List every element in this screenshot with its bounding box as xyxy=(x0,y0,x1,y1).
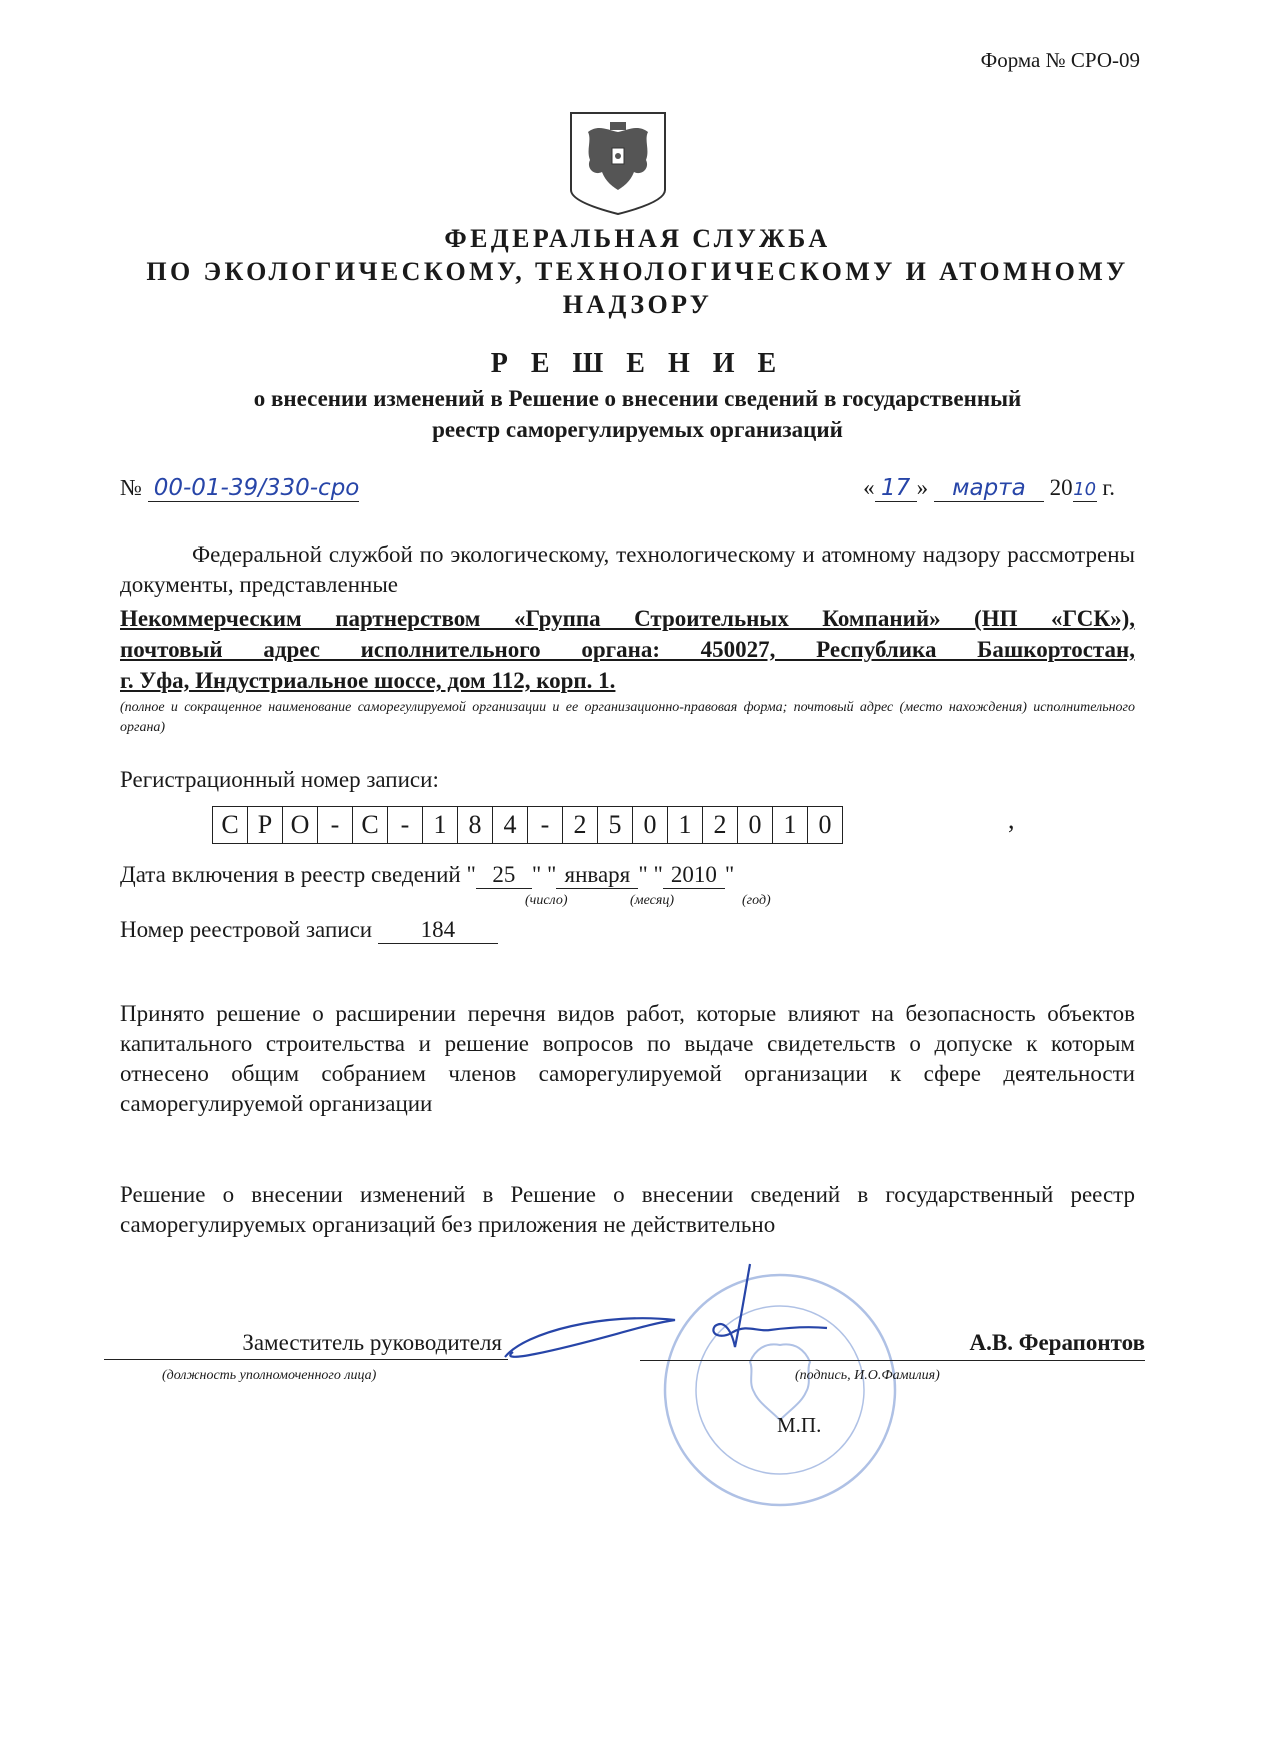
decision-date xyxy=(863,475,1115,502)
number-prefix: № xyxy=(120,475,142,500)
inclusion-year-hint: (год) xyxy=(742,893,771,908)
date-year-field xyxy=(1073,475,1097,502)
inclusion-year: 2010 xyxy=(663,862,725,889)
body-paragraph: Принято решение о расширении перечня видов работ, которые влияют на безопасность объектов капитального строительства и решение вопросов по выдаче свидетельств о допуске к которым отнесено общим собранием членов саморегулируемой организации к сфере деятельности саморегулируемой организации xyxy=(120,1001,1135,1116)
reg-cell: 8 xyxy=(458,807,493,844)
record-label: Номер реестровой записи xyxy=(120,917,373,942)
date-month: марта xyxy=(952,475,1026,501)
inclusion-label: Дата включения в реестр сведений xyxy=(120,862,461,887)
agency-name-line: ФЕДЕРАЛЬНАЯ СЛУЖБА xyxy=(444,224,831,253)
inclusion-day: 25 xyxy=(476,862,532,889)
reg-cell: - xyxy=(318,807,353,844)
registration-number-table xyxy=(212,806,843,844)
subtitle-line: реестр саморегулируемых организаций xyxy=(432,417,843,442)
registration-label: Регистрационный номер записи: xyxy=(120,767,439,792)
signature-name: А.В. Ферапонтов xyxy=(640,1330,1145,1361)
organization-name-line: Некоммерческим партнерством «Группа Строительных Компаний» (НП «ГСК»), xyxy=(120,606,1135,631)
reg-cell: 2 xyxy=(563,807,598,844)
record-number xyxy=(120,917,498,944)
date-year-prefix: 20 xyxy=(1049,475,1073,500)
russian-coat-of-arms-icon xyxy=(568,110,668,216)
intro-paragraph: Федеральной службой по экологическому, технологическому и атомному надзору рассмотрены документы, представленные xyxy=(120,542,1135,597)
number-field xyxy=(148,475,360,502)
signature-name-hint: (подпись, И.О.Фамилия) xyxy=(795,1368,940,1383)
subtitle-line: о внесении изменений в Решение о внесении сведений в государственный xyxy=(253,386,1022,411)
stamp-place: М.П. xyxy=(777,1413,822,1437)
agency-name xyxy=(0,222,1275,321)
organization-name-line: почтовый адрес исполнительного органа: 450027, Республика Башкортостан, xyxy=(120,637,1135,662)
decision-title: Р Е Ш Е Н И Е xyxy=(490,348,785,379)
date-close-quote: » xyxy=(916,475,929,500)
date-open-quote: « xyxy=(863,475,875,500)
reg-cell: О xyxy=(283,807,318,844)
reg-cell: 0 xyxy=(808,807,843,844)
validity-paragraph: Решение о внесении изменений в Решение о внесении сведений в государственный реестр саморегулируемых организаций без приложения не действительно xyxy=(120,1182,1135,1237)
form-number: Форма № СРО-09 xyxy=(980,48,1140,72)
inclusion-month-hint: (месяц) xyxy=(630,893,675,908)
organization-name xyxy=(120,603,1135,696)
number-value: 00-01-39/330-сро xyxy=(153,475,360,501)
organization-name-hint: (полное и сокращенное наименование саморегулируемой организации и ее организационно-правовая форма; почтовый адрес (место нахождения) исполнительного органа) xyxy=(120,700,1135,735)
date-year-suffix: 10 xyxy=(1073,479,1097,500)
reg-cell: 0 xyxy=(633,807,668,844)
date-day-field xyxy=(875,475,917,502)
date-month-field xyxy=(934,475,1044,502)
reg-cell: 2 xyxy=(703,807,738,844)
reg-cell: 4 xyxy=(493,807,528,844)
inclusion-day-hint: (число) xyxy=(525,893,568,908)
reg-cell: С xyxy=(213,807,248,844)
record-value: 184 xyxy=(378,917,498,944)
agency-name-line: НАДЗОРУ xyxy=(562,290,713,319)
date-year-end: г. xyxy=(1102,475,1115,500)
inclusion-date: Дата включения в реестр сведений " 25 " " января " " 2010 " xyxy=(120,862,735,887)
organization-name-line: г. Уфа, Индустриальное шоссе, дом 112, корп. 1. xyxy=(120,668,616,693)
signature-position-hint: (должность уполномоченного лица) xyxy=(162,1368,377,1383)
reg-cell: Р xyxy=(248,807,283,844)
reg-cell: - xyxy=(388,807,423,844)
reg-cell: С xyxy=(353,807,388,844)
inclusion-month: января xyxy=(556,862,638,889)
agency-name-line: ПО ЭКОЛОГИЧЕСКОМУ, ТЕХНОЛОГИЧЕСКОМУ И АТОМНОМУ xyxy=(146,257,1129,286)
decision-subtitle xyxy=(0,383,1275,445)
signature-position: Заместитель руководителя xyxy=(104,1330,508,1360)
reg-cell: 1 xyxy=(773,807,808,844)
reg-cell: 5 xyxy=(598,807,633,844)
reg-cell: 1 xyxy=(668,807,703,844)
date-day: 17 xyxy=(881,475,911,501)
reg-cell: 1 xyxy=(423,807,458,844)
reg-cell: 0 xyxy=(738,807,773,844)
decision-number xyxy=(120,475,359,502)
reg-cell: - xyxy=(528,807,563,844)
registration-comma: , xyxy=(1008,805,1015,834)
